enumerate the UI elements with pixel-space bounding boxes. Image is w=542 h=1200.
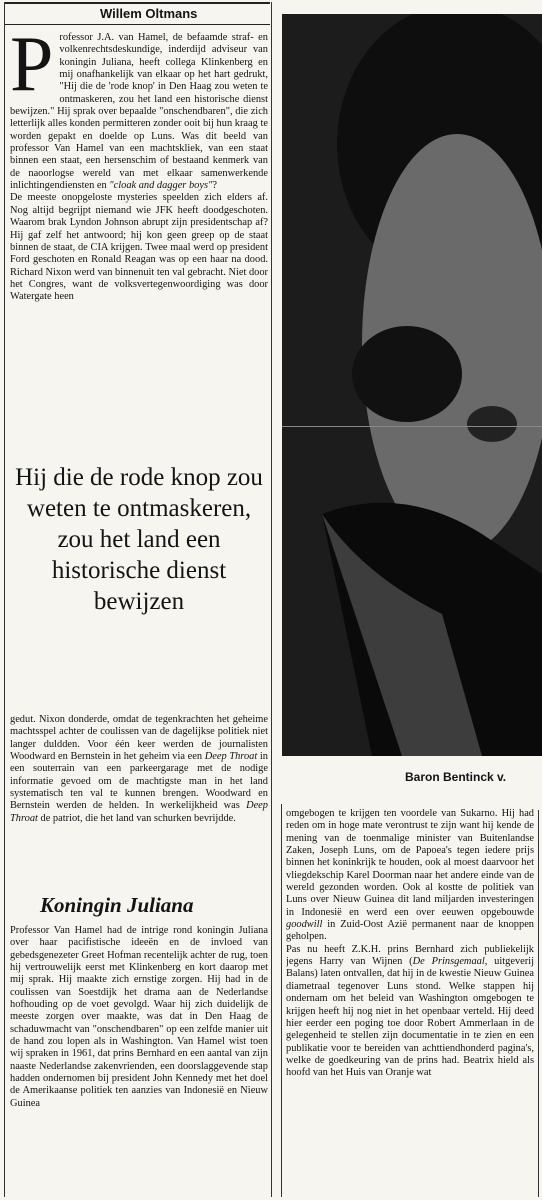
paragraph-6 — [286, 944, 534, 1080]
left-column-rule — [4, 2, 5, 1197]
paragraph-5-end: in Zuid-Oost Azië permanent naar de knoppen geholpen. — [286, 919, 534, 943]
subhead-koningin-juliana: Koningin Juliana — [40, 893, 194, 917]
paragraph-2: De meeste onopgeloste mysteries speelden zich elders af. Nog altijd begrijpt niemand wie JFK heeft doodgeschoten. Waarom brak Lyndon Johnson abrupt zijn presidentschap af? Hij gaf zelf het antwoord; hij kon geen greep op de staat binnen de staat, de CIA krijgen. Twee maal werd op president Ford geschoten en Ronald Reagan was op een haar na dood. Richard Nixon werd van binnenuit ten val gebracht. Niet door het Congres, want de volksvertegenwoordiging was door Watergate heen — [10, 192, 268, 303]
portrait-shapes — [282, 14, 542, 756]
paragraph-6-b: , uitgeverij Balans) laten ontvallen, dat hij in de kwestie Nieuw Guinea diametraal tegenover Luns stond. Welke stappen hij ondernam om het beleid van Washington omgebogen te krijgen heeft hij nog niet in het openbaar verteld. Hij deed hier eerder een poging toe door Robert Ammerlaan in de gelegenheid te stellen zijn documentatie in te zien en een publikatie voor te bereiden van achttiendhonderd pagina's, welke de goedkeuring van de prins had. Beatrix hield als hoofd van het Huis van Oranje wat — [286, 956, 534, 1079]
paragraph-5-text: omgebogen te krijgen ten voordele van Sukarno. Hij had reden om in hoge mate verontrust te zijn want hij kende de mening van de toenmalige minister van Buitenlandse Zaken, Joseph Luns, om de Papoea's tegen iedere prijs binnen het koninkrijk te houden, ook al moest daarvoor het vliegdekschip Karel Doorman naar het andere einde van de wereld gezonden worden. Ook al kostte de politiek van Luns over Nieuw Guinea dit land miljarden investeringen in Indonesië en werd een over eeuwen opgebouwde — [286, 808, 534, 918]
deep-throat-1: Deep Throat — [204, 751, 258, 763]
intro-italic: "cloak and dagger boys" — [109, 180, 213, 192]
photo-caption: Baron Bentinck v. — [405, 770, 507, 784]
column-divider-rule — [271, 2, 272, 1197]
lower-column-divider — [281, 804, 282, 1197]
continuation-column — [10, 714, 268, 884]
goodwill-italic: goodwill — [286, 919, 323, 931]
drop-cap: P — [10, 32, 54, 107]
book-title: De Prinsgemaal — [412, 956, 485, 968]
right-edge-rule — [538, 810, 539, 1197]
intro-text: rofessor J.A. van Hamel, de befaamde straf- en volkenrechtsdeskundige, inderdijd adviseur van koningin Juliana, heeft collega Klinkenberg en mij onafhankelijk van elkaar op het hart gedrukt, "Hij die de 'rode knop' in Den Haag zou weten te ontmaskeren, zou het land een historische dienst bewijzen." Hij sprak over bepaalde "onschendbaren", die zich letterlijk alles konden permitteren zonder ooit bij hun kraag te worden gepakt en doelde op Luns. Was dit beeld van professor Van Hamel van een machtskliek, van een staat binnen een staat, een hersenschim of bestaand kenmerk van de naoorlogse wereld van met elkaar samenwerkende inlichtingendiensten en — [10, 32, 268, 192]
byline-rule — [4, 24, 270, 25]
paragraph-5 — [286, 808, 534, 944]
paragraph-3 — [10, 714, 268, 825]
portrait-photo — [282, 14, 542, 756]
paragraph-6-a: Pas nu heeft Z.K.H. prins Bernhard zich publiekelijk jegens Harry van Wijnen ( — [286, 943, 534, 968]
paragraph-3-b: in een souterrain van een parkeergarage met de nodige informatie gevoed om de machtigste man in het land systematisch ten val te kunnen brengen. Woodward en Bernstein werden de helden. In werkelijkheid was — [10, 751, 268, 812]
pull-quote: Hij die de rode knop zou weten te ontmaskeren, zou het land een historische dienst bewijzen — [15, 464, 263, 615]
intro-column — [10, 32, 268, 442]
byline: Willem Oltmans — [100, 6, 198, 21]
paragraph-3-a: gedut. Nixon donderde, omdat de tegenkrachten het geheime machtsspel achter de coulissen van de dagelijkse politiek niet langer duldden. Voor één keer werden de journalisten Woodward en Bernstein in het geheim via een — [10, 714, 268, 763]
deep-throat-2: Deep Throat — [10, 800, 268, 824]
paragraph-4: Professor Van Hamel had de intrige rond koningin Juliana over haar pacifistische ideeën en de invloed van gebedsgenezeter Greet Hofman recentelijk achter de rug, toen hij vertrouwelijk eerst met Klinkenberg en kort daarop met mij sprak. Hij maakte zich ernstige zorgen. Hij had in de coulissen van Soestdijk het drama aan de Nederlandse hofhouding op de voet gevolgd. Waar hij zich duidelijk de meeste zorgen over maakte, was dat in Den Haag de schaduwmacht van "onschendbaren" op een zelfde manier uit de hand zou lopen als in Washington. Van Hamel wist toen wij spraken in 1961, dat prins Bernhard en een aantal van zijn naaste Nederlandse zakenvrienden, een doorslaggevende stap hadden ondernomen bij president John Kennedy met het doel de Amerikaanse politiek ten aanzies van Indonesië en Nieuw Guinea — [10, 925, 268, 1109]
intro-end: ? — [212, 180, 217, 192]
top-rule — [4, 2, 270, 4]
juliana-column — [10, 925, 268, 1197]
right-column — [286, 808, 534, 1197]
paragraph-3-c: de patriot, die het land van schurken bevrijdde. — [37, 812, 236, 824]
